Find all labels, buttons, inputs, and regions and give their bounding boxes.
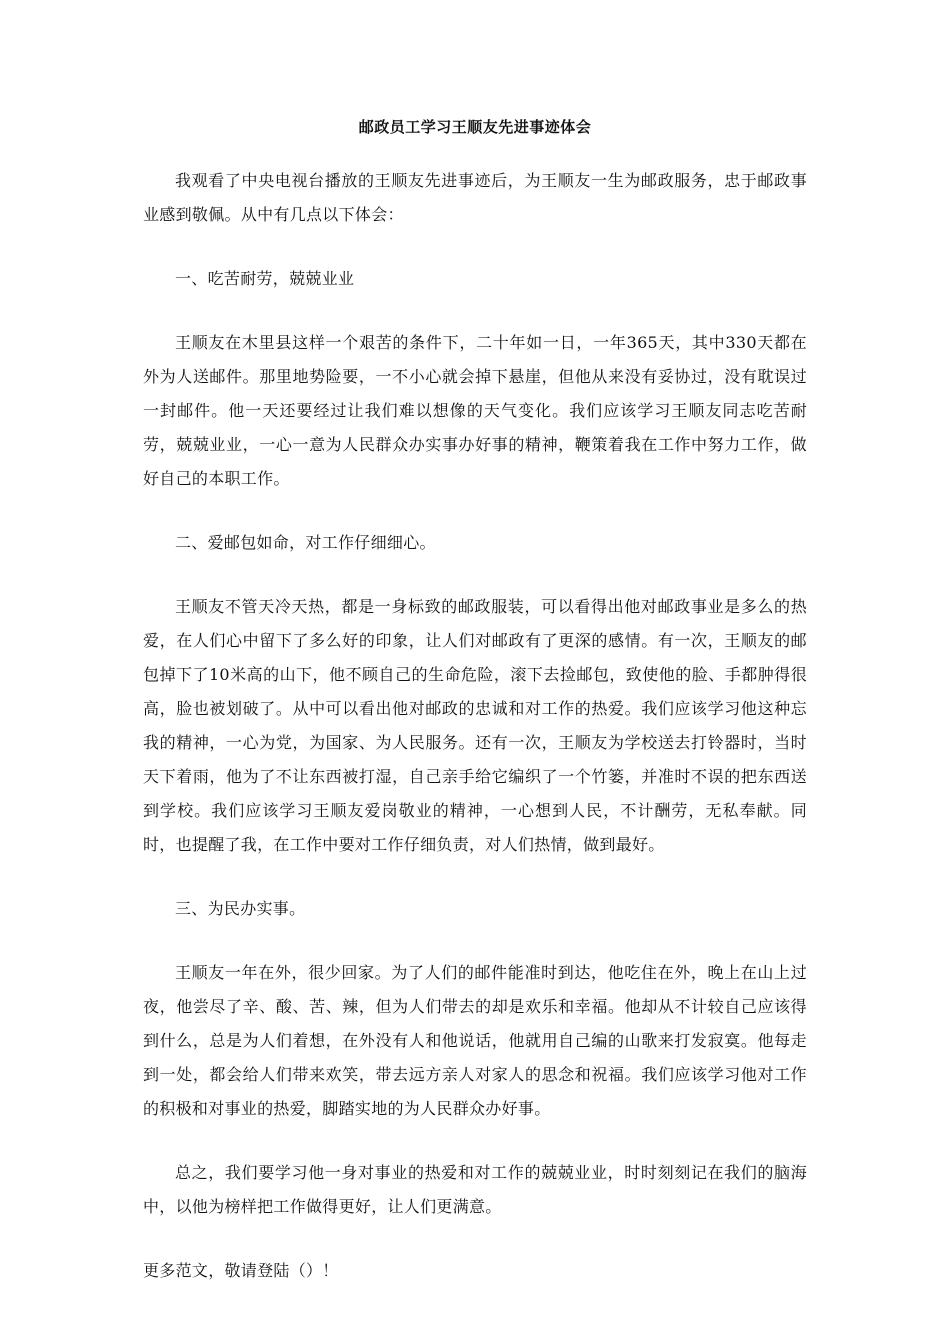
section-2-heading: 二、爱邮包如命，对工作仔细细心。 xyxy=(175,533,436,552)
section-1-paragraph: 王顺友在木里县这样一个艰苦的条件下，二十年如一日，一年365天，其中330天都在外为人送邮件。那里地势险要，一不小心就会掉下悬崖，但他从来没有妥协过，没有耽误过一封邮件。他一天还要经过让我们难以想像的天气变化。我们应该学习王顺友同志吃苦耐劳，兢兢业业，一心一意为人民群众办实事办好事的精神，鞭策着我在工作中努力工作，做好自己的本职工作。 xyxy=(143,333,807,488)
document-title: 邮政员工学习王顺友先进事迹体会 xyxy=(358,118,592,136)
conclusion-paragraph: 总之，我们要学习他一身对事业的热爱和对工作的兢兢业业，时时刻刻记在我们的脑海中，以他为榜样把工作做得更好，让人们更满意。 xyxy=(143,1163,807,1216)
footer-note: 更多范文，敬请登陆（）！ xyxy=(143,1261,339,1280)
document-body xyxy=(143,164,807,1288)
intro-paragraph: 我观看了中央电视台播放的王顺友先进事迹后，为王顺友一生为邮政服务，忠于邮政事业感到敬佩。从中有几点以下体会： xyxy=(143,171,807,224)
section-2-paragraph: 王顺友不管天冷天热，都是一身标致的邮政服装，可以看得出他对邮政事业是多么的热爱，在人们心中留下了多么好的印象，让人们对邮政有了更深的感情。有一次，王顺友的邮包掉下了10米高的山下，他不顾自己的生命危险，滚下去捡邮包，致使他的脸、手都肿得很高，脸也被划破了。从中可以看出他对邮政的忠诚和对工作的热爱。我们应该学习他这种忘我的精神，一心为党，为国家、为人民服务。还有一次，王顺友为学校送去打铃器时，当时天下着雨，他为了不让东西被打湿，自己亲手给它编织了一个竹篓，并准时不误的把东西送到学校。我们应该学习王顺友爱岗敬业的精神，一心想到人民，不计酬劳，无私奉献。同时，也提醒了我，在工作中要对工作仔细负责，对人们热情，做到最好。 xyxy=(143,597,807,854)
section-3-paragraph: 王顺友一年在外，很少回家。为了人们的邮件能准时到达，他吃住在外，晚上在山上过夜，他尝尽了辛、酸、苦、辣，但为人们带去的却是欢乐和幸福。他却从不计较自己应该得到什么，总是为人们着想，在外没有人和他说话，他就用自己编的山歌来打发寂寞。他每走到一处，都会给人们带来欢笑，带去远方亲人对家人的思念和祝福。我们应该学习他对工作的积极和对事业的热爱，脚踏实地的为人民群众办好事。 xyxy=(143,963,807,1118)
section-1-heading: 一、吃苦耐劳，兢兢业业 xyxy=(175,269,355,288)
section-3-heading: 三、为民办实事。 xyxy=(175,899,306,918)
